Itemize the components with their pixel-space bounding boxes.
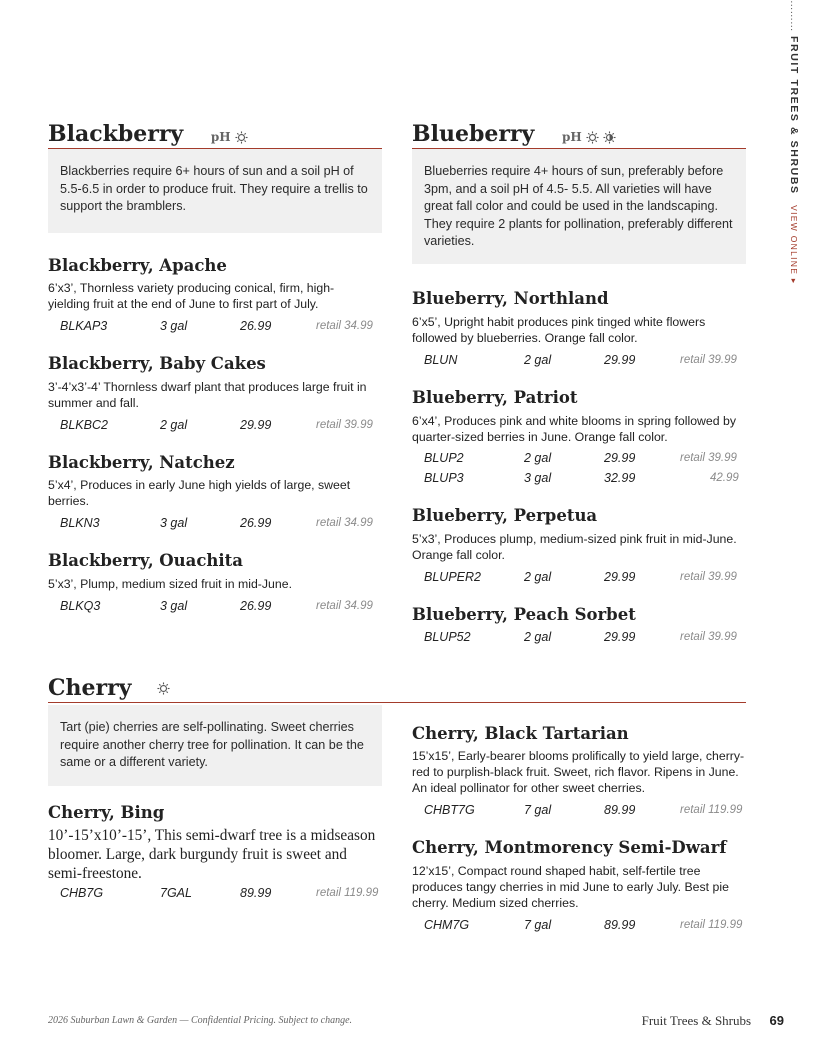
price: 29.99 [240, 418, 272, 432]
sku: BLKQ3 [60, 599, 101, 613]
retail-price: retail 119.99 [680, 919, 743, 931]
price: 29.99 [604, 630, 636, 644]
product-title: Blackberry, Baby Cakes [48, 354, 266, 373]
blackberry-section-title [48, 121, 248, 150]
price: 26.99 [240, 319, 272, 333]
cherry-rule [48, 702, 746, 703]
sku: BLUP3 [424, 471, 464, 485]
product-title: Blackberry, Apache [48, 256, 227, 275]
retail-price: retail 34.99 [316, 600, 373, 612]
cherry-sun-note [157, 682, 170, 695]
price: 89.99 [604, 803, 636, 817]
retail-price: 42.99 [710, 472, 739, 484]
side-tab [787, 0, 801, 300]
container-size: 2 gal [524, 570, 552, 584]
blackberry-intro: Blackberries require 6+ hours of sun and a soil pH of 5.5-6.5 in order to produce fruit. They require a trellis to support the bramblers. [48, 149, 382, 233]
product-title: Blueberry, Peach Sorbet [412, 605, 636, 624]
retail-price: retail 39.99 [680, 452, 737, 464]
cherry-section-title [48, 675, 170, 701]
cherry-intro: Tart (pie) cherries are self-pollinating. Sweet cherries require another cherry tree for pollination. It can be the same or a different variety. [48, 705, 382, 786]
retail-price: retail 39.99 [680, 631, 737, 643]
container-size: 2 gal [524, 353, 552, 367]
full-sun-icon [586, 131, 599, 144]
retail-price: retail 34.99 [316, 320, 373, 332]
price: 29.99 [604, 353, 636, 367]
sku: BLKN3 [60, 516, 100, 530]
container-size: 3 gal [160, 516, 188, 530]
retail-price: retail 119.99 [680, 804, 743, 816]
product-title: Blueberry, Northland [412, 289, 609, 308]
container-size: 2 gal [524, 451, 552, 465]
product-title: Blackberry, Ouachita [48, 551, 243, 570]
view-online-link[interactable]: VIEW ONLINE ▸ [789, 205, 799, 285]
product-description: 5’x3’, Produces plump, medium-sized pink fruit in mid-June. Orange fall color. [412, 532, 737, 562]
product-title: Blackberry, Natchez [48, 453, 235, 472]
product-description: 6’x4’, Produces pink and white blooms in spring followed by quarter-sized berries in June. Orange fall color. [412, 414, 736, 444]
blackberry-ph-note [211, 124, 248, 150]
footer-disclaimer: 2026 Suburban Lawn & Garden — Confidential Pricing. Subject to change. [48, 1015, 353, 1026]
blueberry-ph-label: pH [561, 130, 582, 144]
price-row [424, 350, 744, 370]
container-size: 7 gal [524, 803, 552, 817]
sku: BLUPER2 [424, 570, 481, 584]
blueberry-title-text: Blueberry [412, 121, 535, 147]
retail-price: retail 39.99 [680, 354, 737, 366]
sku: BLKAP3 [60, 319, 108, 333]
part-sun-icon [603, 131, 616, 144]
price: 26.99 [240, 599, 272, 613]
footer-section: Fruit Trees & Shrubs [641, 1013, 752, 1028]
full-sun-icon [157, 682, 170, 695]
product-description: 3’-4’x3’-4’ Thornless dwarf plant that produces large fruit in summer and fall. [48, 380, 367, 410]
retail-price: retail 39.99 [316, 419, 373, 431]
product-description: 15’x15’, Early-bearer blooms prolifically to yield large, cherry-red to purplish-black fruit. Sweet, rich flavor. Ripens in June. An ideal pollinator for other sweet cherries. [412, 749, 745, 795]
footer-right [560, 1012, 784, 1030]
price-row [424, 627, 744, 647]
side-tab-section: FRUIT TREES & SHRUBS [788, 36, 800, 195]
product-title: Blueberry, Perpetua [412, 506, 598, 525]
price-row [424, 448, 744, 468]
price: 89.99 [604, 918, 636, 932]
container-size: 7 gal [524, 918, 552, 932]
retail-price: retail 34.99 [316, 517, 373, 529]
sku: BLUP2 [424, 451, 464, 465]
sku: BLUP52 [424, 630, 471, 644]
product-description: 5’x4’, Produces in early June high yields of large, sweet berries. [48, 478, 351, 508]
container-size: 3 gal [524, 471, 552, 485]
product-description: 12’x15’, Compact round shaped habit, self-fertile tree produces tangy cherries in mid June to early July. Best pie cherry. Medium sized cherries. [412, 864, 729, 910]
blueberry-ph-note [562, 124, 616, 150]
product-description: 5’x3’, Plump, medium sized fruit in mid-June. [48, 577, 292, 591]
container-size: 2 gal [524, 630, 552, 644]
cherry-title-text: Cherry [48, 675, 132, 701]
sku: CHBT7G [424, 803, 475, 817]
product-title: Cherry, Bing [48, 803, 165, 822]
blackberry-ph-label: pH [210, 130, 231, 144]
blackberry-title-text: Blackberry [48, 121, 184, 147]
price: 26.99 [240, 516, 272, 530]
container-size: 2 gal [160, 418, 188, 432]
blueberry-section-title [412, 121, 616, 150]
container-size: 3 gal [160, 599, 188, 613]
price: 32.99 [604, 471, 636, 485]
sku: BLKBC2 [60, 418, 108, 432]
product-description: 10’-15’x10’-15’, This semi-dwarf tree is a midseason bloomer. Large, dark burgundy fruit is sweet and semi-freestone. [48, 827, 376, 882]
sku: BLUN [424, 353, 458, 367]
page-number: 69 [769, 1013, 784, 1028]
price-row [60, 596, 380, 616]
price-row [424, 800, 744, 820]
retail-price: retail 39.99 [680, 571, 737, 583]
price: 89.99 [240, 886, 272, 900]
product-title: Blueberry, Patriot [412, 388, 578, 407]
price-row [60, 415, 380, 435]
container-size: 3 gal [160, 319, 188, 333]
container-size: 7GAL [160, 886, 192, 900]
full-sun-icon [235, 131, 248, 144]
product-title: Cherry, Montmorency Semi-Dwarf [412, 838, 727, 857]
sku: CHM7G [424, 918, 470, 932]
price-row [424, 468, 744, 488]
price-row [60, 513, 380, 533]
product-description: 6’x3’, Thornless variety producing conical, firm, high-yielding fruit at the end of June to first part of July. [48, 281, 335, 311]
price: 29.99 [604, 570, 636, 584]
price-row [424, 567, 744, 587]
price-row [60, 316, 380, 336]
retail-price: retail 119.99 [316, 887, 379, 899]
product-description: 6’x5’, Upright habit produces pink tinged white flowers followed by blueberries. Orange fall color. [412, 315, 706, 345]
product-title: Cherry, Black Tartarian [412, 724, 629, 743]
sku: CHB7G [60, 886, 104, 900]
side-tab-dots: ……… [788, 0, 800, 32]
price-row [424, 915, 744, 935]
price-row [60, 883, 380, 903]
price: 29.99 [604, 451, 636, 465]
blueberry-intro: Blueberries require 4+ hours of sun, preferably before 3pm, and a soil pH of 4.5- 5.5. All varieties will have great fall color and could be used in the landscaping. They require 2 plants for pollination, preferably different varieties. [412, 149, 746, 264]
